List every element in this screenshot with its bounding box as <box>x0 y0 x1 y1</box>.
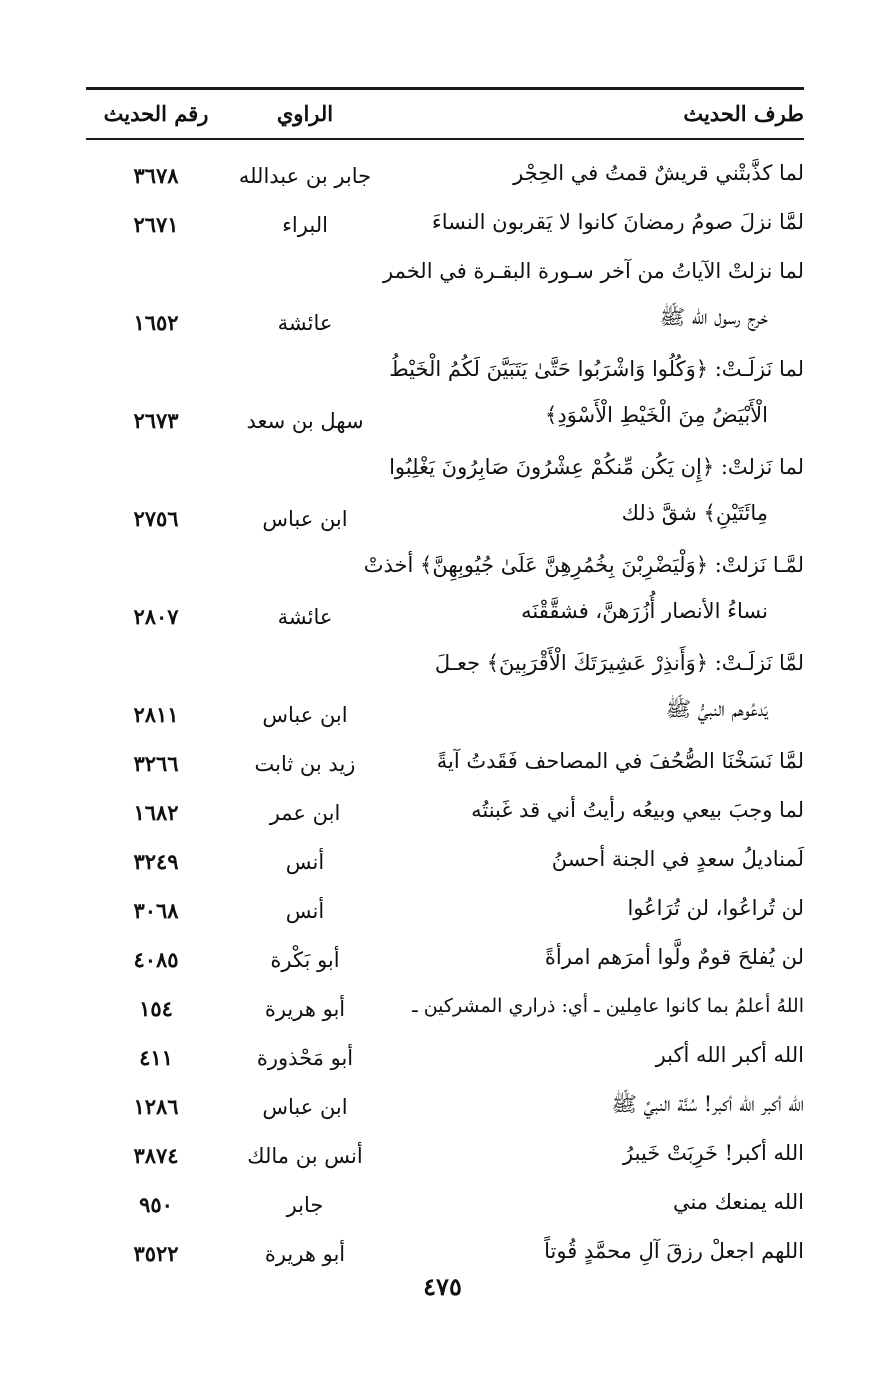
hadith-text <box>394 934 804 980</box>
hadith-text-line: الله أكبر! خَرِبَتْ خَيبرُ <box>623 1141 804 1165</box>
hadith-text-line: لما كذَّبتْني قريشٌ قمتُ في الحِجْر <box>513 161 804 185</box>
hadith-number: ١٢٨٦ <box>133 1094 179 1119</box>
hadith-text-line: لن يُفلحَ قومٌ ولَّوا أمرَهم امرأةً <box>544 945 804 969</box>
table-row <box>86 542 804 640</box>
hadith-number: ٣٢٦٦ <box>133 751 179 776</box>
hadith-text-line: خرج رسول الله ﷺ <box>659 305 768 329</box>
hadith-text <box>394 836 804 882</box>
hadith-number: ٤٠٨٥ <box>133 947 179 972</box>
narrator: زيد بن ثابت <box>254 752 356 776</box>
narrator: أنس <box>285 899 325 923</box>
hadith-text <box>394 1032 804 1078</box>
table-row <box>86 1130 804 1179</box>
hadith-number: ٣٨٧٤ <box>133 1143 179 1168</box>
hadith-text-line: اللهم اجعلْ رزقَ آلِ محمَّدٍ قُوتاً <box>544 1239 804 1263</box>
hadith-text <box>394 199 804 245</box>
hadith-text-line: اللهُ أعلمُ بما كانوا عامِلين ـ أي: ذراري المشركين ـ <box>412 995 804 1017</box>
hadith-text <box>363 542 804 634</box>
hadith-number: ٣٢٤٩ <box>133 849 179 874</box>
hadith-text <box>394 640 804 732</box>
hadith-text <box>394 1179 804 1225</box>
header-hadith-number: رقم الحديث <box>103 101 209 126</box>
hadith-number: ٢٦٧٣ <box>133 408 179 433</box>
hadith-number: ٤١١ <box>139 1045 173 1070</box>
narrator: ابن عباس <box>262 507 348 531</box>
hadith-text-line: لما نَزلتْ: ﴿إِن يَكُن مِّنكُمْ عِشْرُونَ صَابِرُونَ يَغْلِبُوا <box>389 455 804 479</box>
table-row <box>86 836 804 885</box>
hadith-text <box>394 1130 804 1176</box>
hadith-number: ٩٥٠ <box>139 1192 173 1217</box>
table-row <box>86 346 804 444</box>
hadith-text-line: لمَّا نَزلَـتْ: ﴿وَأَنذِرْ عَشِيرَتَكَ الْأَقْرَبِينَ﴾ جعـلَ <box>434 651 804 675</box>
table-row <box>86 885 804 934</box>
header-hadith-text: طرف الحديث <box>683 101 804 126</box>
table-row <box>86 199 804 248</box>
hadith-number: ٣٥٢٢ <box>133 1241 179 1266</box>
hadith-text-line: نساءُ الأنصار أُزُرَهنَّ، فشقَّقْنَه <box>521 599 768 623</box>
table-row <box>86 1179 804 1228</box>
narrator: جابر بن عبدالله <box>238 164 372 188</box>
hadith-text-line: يَدعُوهم النبيُّ ﷺ <box>665 697 768 721</box>
narrator: ابن عباس <box>262 1095 348 1119</box>
narrator: ابن عباس <box>262 703 348 727</box>
narrator: ابن عمر <box>269 801 341 825</box>
table-row <box>86 934 804 983</box>
narrator: أنس <box>285 850 325 874</box>
table-row <box>86 787 804 836</box>
hadith-index-table <box>86 150 804 1277</box>
hadith-text <box>389 346 804 438</box>
table-row <box>86 1228 804 1277</box>
narrator: أبو مَحْذورة <box>256 1046 354 1070</box>
top-rule <box>86 87 804 90</box>
hadith-text <box>394 1228 804 1274</box>
hadith-text <box>394 885 804 931</box>
narrator: أنس بن مالك <box>247 1144 363 1168</box>
hadith-text <box>389 444 804 536</box>
table-row <box>86 738 804 787</box>
narrator: أبو هريرة <box>264 1242 346 1266</box>
hadith-text <box>394 150 804 196</box>
narrator: عائشة <box>277 311 333 335</box>
table-row <box>86 1032 804 1081</box>
table-row <box>86 1081 804 1130</box>
hadith-text-line: لما وجبَ بيعي وبيعُه رأيتُ أني قد غَبنتُه <box>471 798 804 822</box>
hadith-number: ٣٠٦٨ <box>133 898 179 923</box>
hadith-text-line: لن تُراعُوا، لن تُرَاعُوا <box>627 896 804 920</box>
hadith-text-line: لَمناديلُ سعدٍ في الجنة أحسنُ <box>551 847 804 871</box>
hadith-text <box>394 787 804 833</box>
hadith-text-line: لمَّا نزلَ صومُ رمضانَ كانوا لا يَقربون النساءَ <box>431 210 804 234</box>
hadith-number: ١٦٨٢ <box>133 800 179 825</box>
table-row <box>86 983 804 1032</box>
narrator: أبو هريرة <box>264 997 346 1021</box>
hadith-text-line: الْأَبْيَضُ مِنَ الْخَيْطِ الْأَسْوَدِ﴾ <box>545 403 768 427</box>
table-row <box>86 640 804 738</box>
hadith-text-line: لمَّا نَسَخْنَا الصُّحُفَ في المصاحف فَقَدتُ آيةً <box>436 749 804 773</box>
table-row <box>86 150 804 199</box>
hadith-text-line: لما نَزلَـتْ: ﴿وَكُلُوا وَاشْرَبُوا حَتَّىٰ يَتَبَيَّنَ لَكُمُ الْخَيْطُ <box>389 357 804 381</box>
hadith-number: ٢٧٥٦ <box>133 506 179 531</box>
hadith-text-line: مِائَتَيْنِ﴾ شقَّ ذلك <box>621 501 768 525</box>
hadith-text <box>383 248 804 340</box>
hadith-text-line: الله أكبر الله أكبر! سُنَّة النبيِّ ﷺ <box>611 1092 804 1116</box>
hadith-number: ١٥٤ <box>139 996 173 1021</box>
hadith-number: ٢٨١١ <box>133 702 179 727</box>
narrator: عائشة <box>277 605 333 629</box>
hadith-text <box>394 1081 804 1127</box>
hadith-text <box>394 983 804 1029</box>
hadith-text-line: الله أكبر الله أكبر <box>655 1043 804 1067</box>
hadith-number: ١٦٥٢ <box>133 310 179 335</box>
header-rule <box>86 138 804 140</box>
header-narrator: الراوي <box>276 101 334 126</box>
table-row <box>86 248 804 346</box>
hadith-number: ٢٨٠٧ <box>133 604 179 629</box>
table-row <box>86 444 804 542</box>
narrator: أبو بَكْرة <box>270 948 340 972</box>
hadith-text-line: لما نزلتْ الآياتُ من آخر سـورة البقـرة في الخمر <box>383 259 804 283</box>
hadith-text <box>394 738 804 784</box>
hadith-number: ٢٦٧١ <box>133 212 179 237</box>
narrator: سهل بن سعد <box>246 409 364 433</box>
hadith-text-line: الله يمنعك مني <box>672 1190 804 1214</box>
hadith-number: ٣٦٧٨ <box>133 163 179 188</box>
narrator: البراء <box>282 213 328 237</box>
narrator: جابر <box>286 1193 324 1217</box>
table-header <box>86 95 804 135</box>
hadith-text-line: لمَّـا نَزلتْ: ﴿وَلْيَضْرِبْنَ بِخُمُرِهِنَّ عَلَىٰ جُيُوبِهِنَّ﴾ أخذتْ <box>363 553 804 577</box>
page-number: ٤٧٥ <box>423 1272 462 1301</box>
